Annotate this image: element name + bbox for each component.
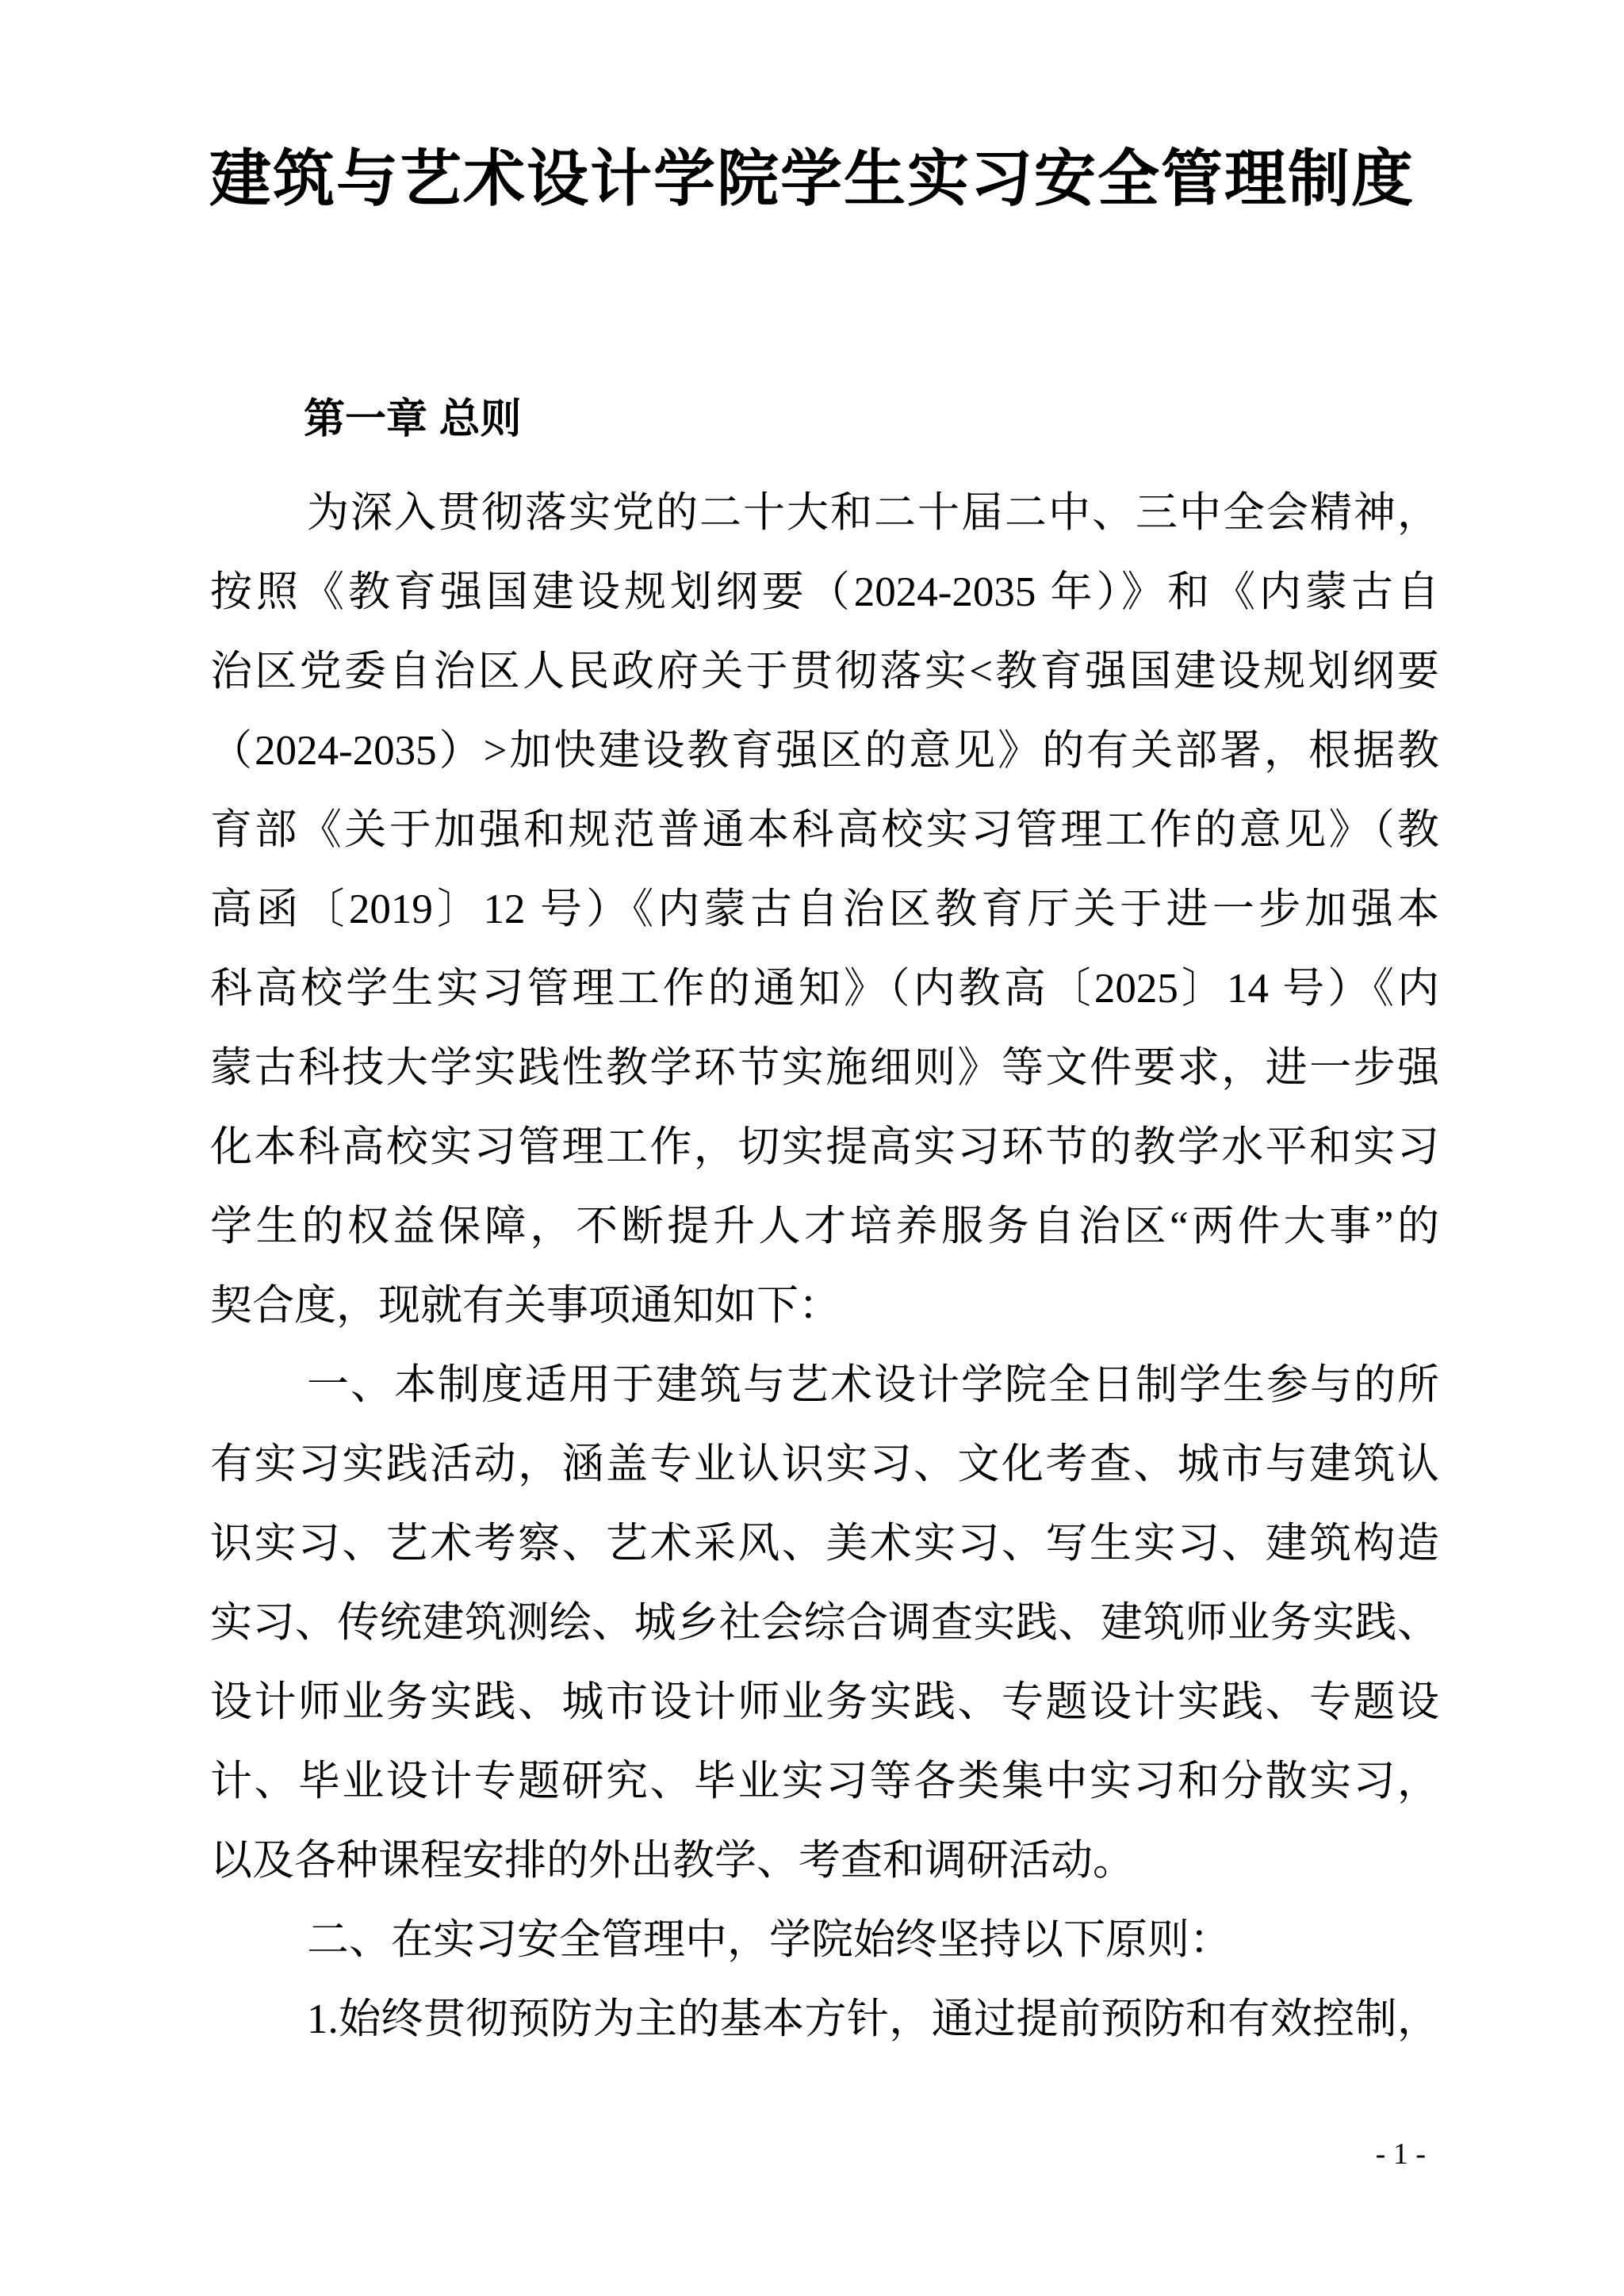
text-line: 按照《教育强国建设规划纲要（2024-2035 年）》和《内蒙古自 [210,569,1439,615]
text-line: 育部《关于加强和规范普通本科高校实习管理工作的意见》（教 [210,807,1439,853]
document-title: 建筑与艺术设计学院学生实习安全管理制度 [209,144,1415,213]
page-number: - 1 - [1375,2137,1426,2171]
text-line: 计、毕业设计专题研究、毕业实习等各类集中实习和分散实习， [210,1758,1439,1804]
document-body [210,473,1439,2059]
text-line: 有实习实践活动，涵盖专业认识实习、文化考查、城市与建筑认 [210,1441,1439,1487]
text-line: 治区党委自治区人民政府关于贯彻落实<教育强国建设规划纲要 [210,649,1439,695]
text-line: 1.始终贯彻预防为主的基本方针，通过提前预防和有效控制， [307,1996,1439,2042]
text-line: 契合度，现就有关事项通知如下： [210,1283,841,1329]
text-line: （2024-2035）>加快建设教育强区的意见》的有关部署，根据教 [210,728,1439,774]
text-line: 高函〔2019〕12 号）《内蒙古自治区教育厅关于进一步加强本 [210,886,1439,932]
text-line: 科高校学生实习管理工作的通知》（内教高〔2025〕14 号）《内 [210,966,1439,1012]
text-line: 为深入贯彻落实党的二十大和二十届二中、三中全会精神， [307,490,1439,536]
text-line: 蒙古科技大学实践性教学环节实施细则》等文件要求，进一步强 [210,1045,1439,1091]
text-line: 设计师业务实践、城市设计师业务实践、专题设计实践、专题设 [210,1679,1439,1725]
chapter-heading: 第一章 总则 [304,396,522,442]
text-line: 二、在实习安全管理中，学院始终坚持以下原则： [307,1917,1231,1963]
text-line: 化本科高校实习管理工作，切实提高实习环节的教学水平和实习 [210,1124,1439,1170]
text-line: 学生的权益保障，不断提升人才培养服务自治区“两件大事”的 [210,1203,1439,1249]
text-line: 以及各种课程安排的外出教学、考查和调研活动。 [210,1838,1135,1884]
text-line: 实习、传统建筑测绘、城乡社会综合调查实践、建筑师业务实践、 [210,1600,1439,1646]
text-line: 一、本制度适用于建筑与艺术设计学院全日制学生参与的所 [307,1362,1439,1408]
text-line: 识实习、艺术考察、艺术采风、美术实习、写生实习、建筑构造 [210,1521,1439,1567]
